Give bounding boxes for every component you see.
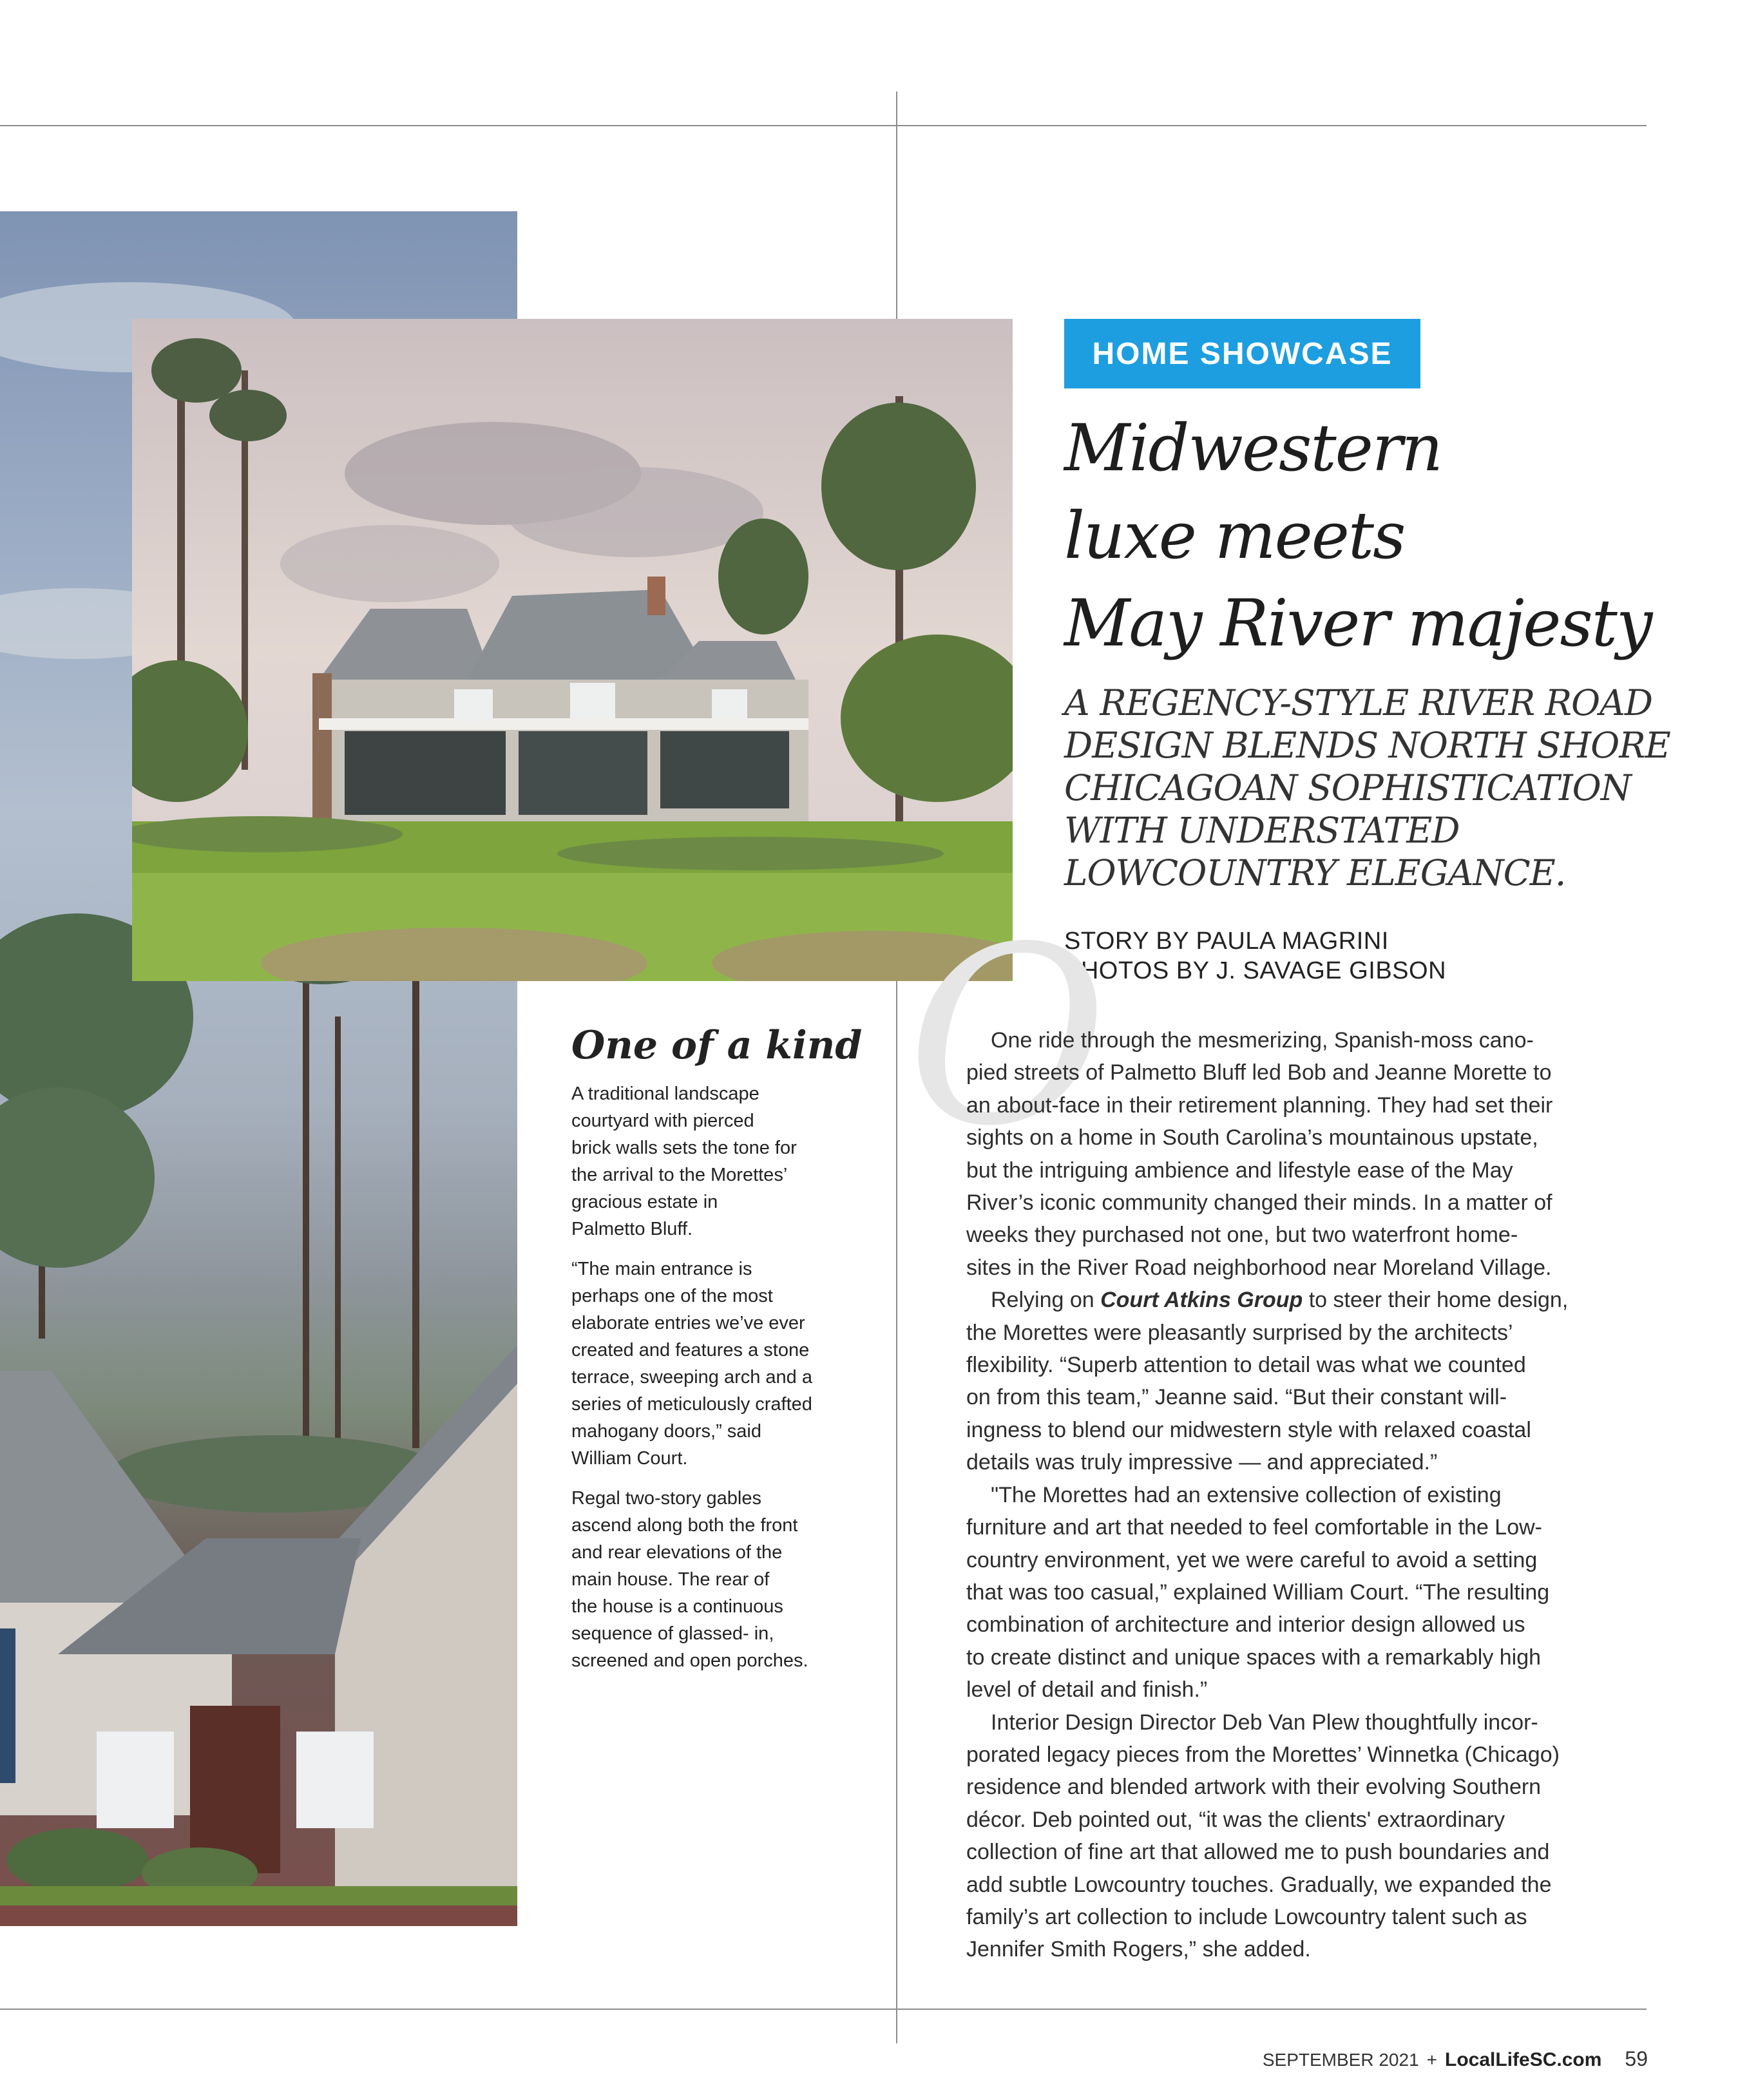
body-line: details was truly impressive — and appreciated.” [966, 1450, 1438, 1475]
sidebar-line: brick walls sets the tone for [571, 1138, 797, 1158]
deck-line: LOWCOUNTRY ELEGANCE. [1064, 852, 1566, 893]
sidebar-paragraph [571, 1485, 816, 1674]
drop-cap: O [907, 894, 1108, 1179]
story-credit: STORY BY PAULA MAGRINI [1064, 928, 1389, 955]
sidebar-paragraph [571, 1255, 816, 1472]
bottom-rule [0, 2009, 1647, 2010]
body-paragraph [966, 1706, 1636, 1966]
rear-elevation-illustration [132, 319, 1013, 981]
deck-line: DESIGN BLENDS NORTH SHORE [1064, 725, 1670, 766]
body-line: level of detail and finish.” [966, 1677, 1208, 1703]
deck-line: A REGENCY-STYLE RIVER ROAD [1064, 682, 1652, 723]
body-line: "The Morettes had an extensive collection of existing [991, 1482, 1502, 1507]
body-line: to create distinct and unique spaces with a remarkably high [966, 1645, 1542, 1670]
body-line: collection of fine art that allowed me to push boundaries and [966, 1840, 1550, 1865]
sidebar-line: “The main entrance is [571, 1259, 752, 1279]
section-tag: HOME SHOWCASE [1064, 319, 1420, 388]
body-line: weeks they purchased not one, but two waterfront home- [966, 1223, 1518, 1248]
sidebar-line: Regal two-story gables [571, 1488, 761, 1509]
body-line: décor. Deb pointed out, “it was the clients' extraordinary [966, 1807, 1505, 1832]
sidebar-line: the arrival to the Morettes’ [571, 1165, 788, 1185]
sidebar-title: One of a kind [571, 1023, 863, 1068]
sidebar-line: and rear elevations of the [571, 1542, 783, 1563]
body-text: to steer their home design, [1303, 1288, 1569, 1313]
sidebar-line: gracious estate in [571, 1192, 718, 1212]
sidebar-line: sequence of glassed- in, [571, 1623, 774, 1644]
sidebar-line: courtyard with pierced [571, 1111, 754, 1131]
body-line: residence and blended artwork with their evolving Southern [966, 1775, 1542, 1800]
sidebar-line: ascend along both the front [571, 1515, 798, 1536]
page-footer [1263, 2047, 1648, 2071]
body-line: pied streets of Palmetto Bluff led Bob and Jeanne Morette to [966, 1060, 1552, 1085]
body-line: sights on a home in South Carolina’s mountainous upstate, [966, 1125, 1538, 1150]
sidebar-line: elaborate entries we’ve ever [571, 1313, 805, 1333]
sidebar-line: perhaps one of the most [571, 1286, 773, 1306]
sidebar-paragraph [571, 1080, 816, 1243]
body-line: Interior Design Director Deb Van Plew thoughtfully incor- [991, 1710, 1538, 1735]
body-line: River’s iconic community changed their minds. In a matter of [966, 1190, 1552, 1216]
sidebar-line: main house. The rear of [571, 1569, 770, 1590]
top-rule [0, 125, 1647, 126]
footer-separator: + [1426, 2050, 1438, 2070]
body-line: ingness to blend our midwestern style with relaxed coastal [966, 1417, 1531, 1442]
sidebar-line: the house is a continuous [571, 1596, 783, 1617]
body-line: that was too casual,” explained William Court. “The resulting [966, 1580, 1550, 1605]
sidebar-line: screened and open porches. [571, 1650, 808, 1671]
body-line: an about-face in their retirement planning. They had set their [966, 1093, 1553, 1118]
body-paragraph [966, 1284, 1636, 1478]
sidebar-line: A traditional landscape [571, 1083, 759, 1104]
photo-caption-sidebar [571, 1020, 863, 1687]
issue-date: SEPTEMBER 2021 [1262, 2050, 1419, 2070]
body-line: family’s art collection to include Lowcountry talent such as [966, 1904, 1527, 1929]
deck-line: CHICAGOAN SOPHISTICATION [1064, 767, 1631, 808]
headline [1064, 405, 1652, 667]
deck [1064, 682, 1670, 894]
sidebar-line: Palmetto Bluff. [571, 1219, 693, 1239]
body-line: porated legacy pieces from the Morettes’ Winnetka (Chicago) [966, 1742, 1560, 1767]
sidebar-line: William Court. [571, 1448, 688, 1469]
body-line: furniture and art that needed to feel comfortable in the Low- [966, 1515, 1542, 1540]
photo-credit: PHOTOS BY J. SAVAGE GIBSON [1064, 957, 1447, 984]
headline-line: luxe meets [1064, 498, 1405, 573]
deck-line: WITH UNDERSTATED [1064, 810, 1460, 851]
body-line: the Morettes were pleasantly surprised by the architects’ [966, 1320, 1513, 1345]
architect-firm-name: Court Atkins Group [1100, 1288, 1303, 1313]
body-line: One ride through the mesmerizing, Spanish-moss cano- [991, 1028, 1534, 1053]
article-body [966, 1024, 1636, 1966]
body-line: country environment, yet we were careful to avoid a setting [966, 1547, 1538, 1572]
body-line: on from this team,” Jeanne said. “But their constant will- [966, 1385, 1507, 1410]
sidebar-line: series of meticulously crafted [571, 1394, 812, 1415]
body-text: Relying on [991, 1288, 1101, 1313]
headline-line: Midwestern [1064, 410, 1442, 486]
body-line: Jennifer Smith Rogers,” she added. [966, 1937, 1311, 1962]
page-number: 59 [1625, 2047, 1648, 2070]
body-line: combination of architecture and interior design allowed us [966, 1612, 1525, 1637]
body-paragraph [966, 1479, 1636, 1706]
body-line: add subtle Lowcountry touches. Gradually, we expanded the [966, 1872, 1552, 1897]
body-line [966, 1284, 1636, 1316]
sidebar-line: created and features a stone [571, 1340, 810, 1360]
sidebar-line: terrace, sweeping arch and a [571, 1367, 812, 1388]
body-paragraph [966, 1024, 1636, 1284]
rear-elevation-photo [132, 319, 1013, 981]
byline [1064, 926, 1446, 986]
headline-line: May River majesty [1064, 586, 1652, 661]
body-line: sites in the River Road neighborhood near Moreland Village. [966, 1255, 1552, 1280]
sidebar-line: mahogany doors,” said [571, 1421, 761, 1442]
body-line: but the intriguing ambience and lifestyle ease of the May [966, 1158, 1513, 1183]
website-link[interactable]: LocalLifeSC.com [1445, 2049, 1602, 2070]
body-line: flexibility. “Superb attention to detail was what we counted [966, 1353, 1526, 1378]
